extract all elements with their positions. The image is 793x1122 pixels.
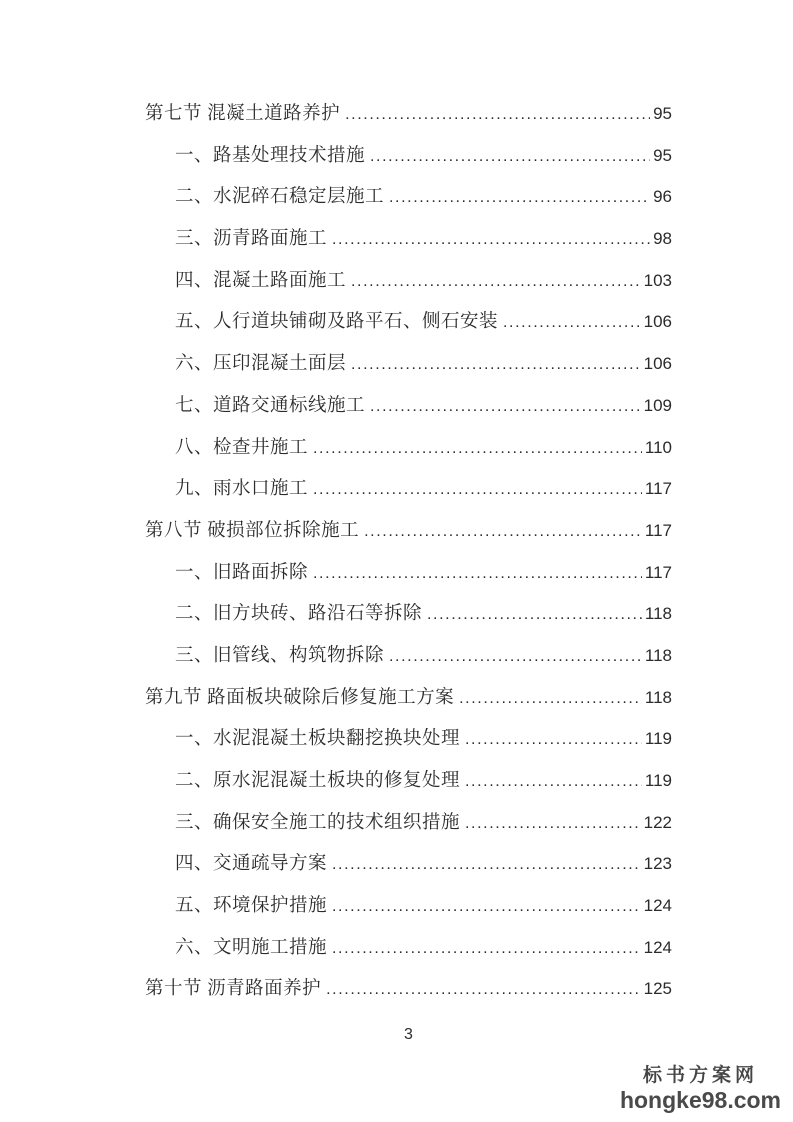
toc-entry-label: 四、混凝土路面施工 [175, 270, 347, 291]
toc-dot-leader [351, 356, 641, 374]
toc-dot-leader [370, 398, 641, 416]
toc-entry [145, 477, 672, 519]
toc-entry-label: 第十节 沥青路面养护 [145, 979, 322, 1000]
toc-dot-leader [332, 940, 641, 958]
toc-entry-label: 二、原水泥混凝土板块的修复处理 [175, 771, 461, 791]
toc-entry-page-number: 117 [644, 520, 672, 540]
toc-entry-label: 九、雨水口施工 [175, 479, 309, 500]
toc-entry [145, 310, 672, 352]
toc-entry-page-number: 124 [643, 937, 672, 957]
toc-entry [145, 769, 672, 811]
toc-entry [145, 936, 672, 978]
toc-entry-page-number: 117 [644, 562, 672, 582]
toc-entry-page-number: 106 [643, 354, 672, 374]
toc-entry-page-number: 125 [643, 979, 672, 999]
toc-dot-leader [465, 815, 641, 833]
toc-dot-leader [503, 314, 641, 332]
toc-entry [145, 561, 672, 603]
toc-entry-label: 二、旧方块砖、路沿石等拆除 [175, 604, 423, 625]
toc-entry [145, 394, 672, 436]
toc-entry-page-number: 98 [653, 229, 672, 249]
toc-entry-page-number: 124 [643, 896, 672, 916]
toc-entry-label: 第七节 混凝土道路养护 [145, 104, 341, 124]
toc-dot-leader [313, 481, 642, 499]
toc-dot-leader [351, 273, 641, 291]
toc-entry [145, 102, 672, 144]
toc-entry [145, 894, 672, 936]
toc-entry-label: 六、文明施工措施 [175, 937, 328, 958]
toc-entry [145, 602, 672, 644]
toc-entry [145, 977, 672, 1019]
toc-dot-leader [459, 690, 642, 708]
toc-entry [145, 519, 672, 561]
toc-entry-label: 一、旧路面拆除 [175, 562, 309, 583]
toc-entry [145, 811, 672, 853]
toc-entry-page-number: 123 [643, 854, 672, 874]
toc-entry-label: 第八节 破损部位拆除施工 [145, 520, 360, 541]
toc-entry-page-number: 106 [643, 312, 672, 332]
toc-dot-leader [370, 148, 650, 166]
toc-entry-label: 三、确保安全施工的技术组织措施 [175, 812, 461, 833]
toc-dot-leader [427, 606, 642, 624]
toc-entry-page-number: 119 [644, 771, 672, 790]
toc-entry-label: 八、检查井施工 [175, 437, 309, 458]
toc-dot-leader [313, 440, 642, 458]
watermark-site-url: hongke98.com [619, 1087, 781, 1113]
toc-dot-leader [326, 981, 640, 999]
toc-entry-label: 六、压印混凝土面层 [175, 354, 347, 375]
toc-entry-page-number: 110 [644, 437, 672, 457]
page-number: 3 [404, 1026, 413, 1043]
toc-dot-leader [465, 773, 642, 791]
toc-entry [145, 352, 672, 394]
toc-entry-label: 四、交通疏导方案 [175, 854, 328, 875]
toc-entry [145, 727, 672, 769]
toc-entry [145, 227, 672, 269]
toc-entry-label: 二、水泥碎石稳定层施工 [175, 187, 385, 208]
toc-dot-leader [465, 731, 642, 749]
toc-entry [145, 852, 672, 894]
toc-entry [145, 144, 672, 186]
toc-entry-label: 一、水泥混凝土板块翻挖换块处理 [175, 729, 461, 750]
toc-dot-leader [364, 523, 642, 541]
toc-entry-page-number: 117 [644, 479, 672, 499]
toc-entry-page-number: 95 [653, 104, 672, 123]
toc-entry-page-number: 109 [643, 395, 672, 415]
watermark [620, 1064, 781, 1112]
toc-dot-leader [345, 106, 650, 124]
toc-entry [145, 686, 672, 728]
toc-entry-page-number: 103 [643, 270, 672, 290]
toc-dot-leader [389, 189, 650, 207]
toc-dot-leader [332, 231, 650, 249]
toc-dot-leader [332, 856, 641, 874]
toc-entry-page-number: 96 [653, 187, 672, 207]
table-of-contents [145, 102, 672, 1019]
toc-dot-leader [332, 898, 641, 916]
toc-entry-page-number: 122 [643, 812, 672, 832]
watermark-site-name: 标书方案网 [642, 1065, 758, 1086]
toc-dot-leader [389, 648, 642, 666]
toc-entry-page-number: 118 [644, 687, 672, 707]
toc-entry-page-number: 119 [644, 729, 672, 749]
toc-entry [145, 644, 672, 686]
toc-entry-label: 第九节 路面板块破除后修复施工方案 [145, 687, 455, 708]
toc-entry-page-number: 118 [644, 604, 672, 624]
toc-entry-label: 一、路基处理技术措施 [175, 145, 366, 166]
toc-entry-label: 五、环境保护措施 [175, 896, 328, 917]
toc-entry-label: 三、沥青路面施工 [175, 229, 328, 250]
toc-entry [145, 185, 672, 227]
toc-entry-page-number: 95 [653, 145, 672, 165]
toc-entry-label: 三、旧管线、构筑物拆除 [175, 645, 385, 666]
toc-entry-label: 七、道路交通标线施工 [175, 395, 366, 416]
toc-entry [145, 269, 672, 311]
toc-dot-leader [313, 565, 642, 583]
toc-entry [145, 436, 672, 478]
toc-entry-label: 五、人行道块铺砌及路平石、侧石安装 [175, 312, 499, 333]
toc-entry-page-number: 118 [644, 645, 672, 665]
